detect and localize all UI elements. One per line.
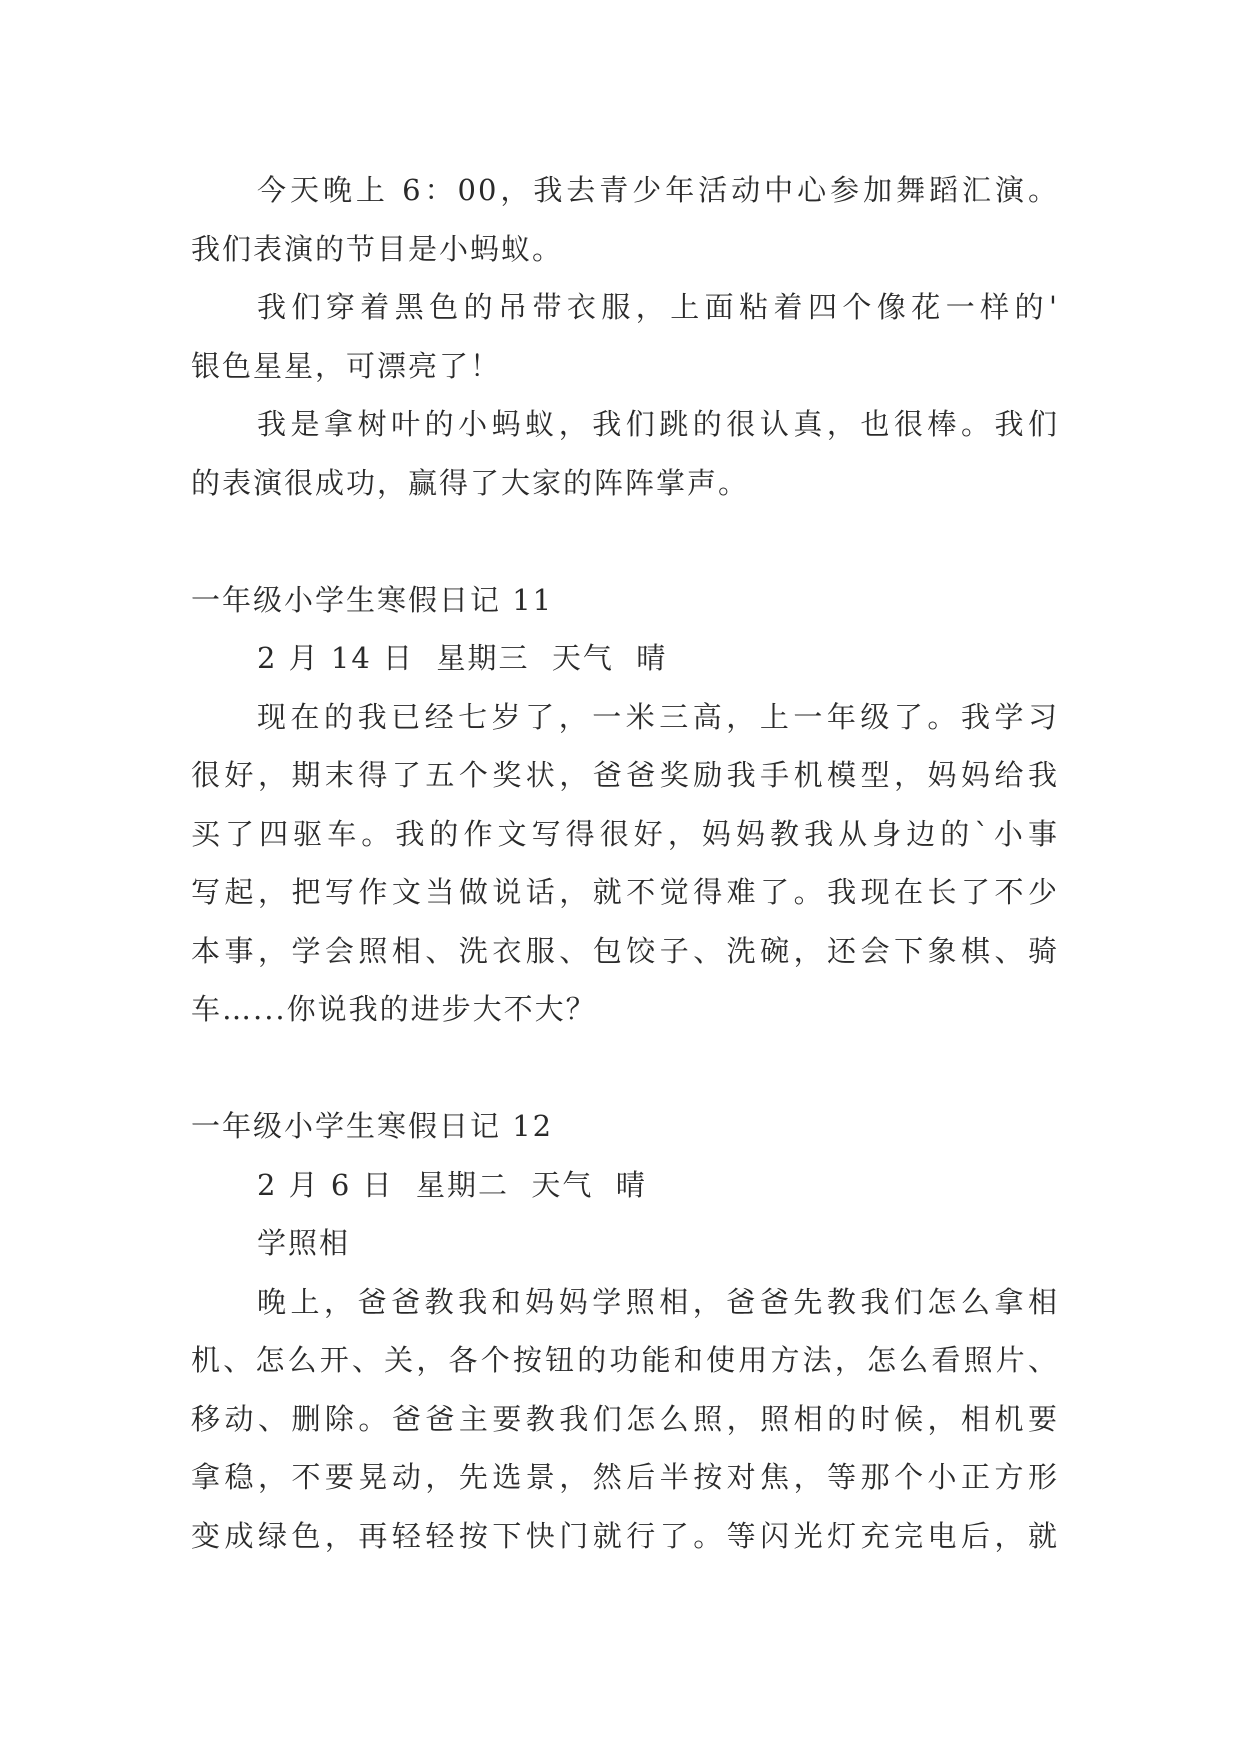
text-line: 我是拿树叶的小蚂蚁，我们跳的很认真，也很棒。我们 bbox=[257, 407, 1059, 441]
paragraph bbox=[191, 395, 1059, 512]
text-line: 机、怎么开、关，各个按钮的功能和使用方法，怎么看照片、 bbox=[191, 1343, 1059, 1377]
paragraph bbox=[191, 1273, 1059, 1566]
diary-entry bbox=[191, 1097, 1059, 1565]
text-line: 本事，学会照相、洗衣服、包饺子、洗碗，还会下象棋、骑 bbox=[191, 933, 1059, 968]
text-line: 买了四驱车。我的作文写得很好，妈妈教我从身边的`小事 bbox=[191, 816, 1059, 851]
blank-line bbox=[191, 512, 1059, 571]
diary-title: 学照相 bbox=[257, 1226, 351, 1260]
paragraph bbox=[191, 161, 1059, 278]
text-line: 拿稳，不要晃动，先选景，然后半按对焦，等那个小正方形 bbox=[191, 1460, 1059, 1494]
text-line: 的表演很成功，赢得了大家的阵阵掌声。 bbox=[191, 465, 750, 500]
text-line: 写起，把写作文当做说话，就不觉得难了。我现在长了不少 bbox=[191, 875, 1059, 909]
section-heading: 一年级小学生寒假日记 11 bbox=[191, 582, 554, 617]
text-line: 很好，期末得了五个奖状，爸爸奖励我手机模型，妈妈给我 bbox=[191, 758, 1059, 792]
blank-line bbox=[191, 1039, 1059, 1098]
text-line: 晚上，爸爸教我和妈妈学照相，爸爸先教我们怎么拿相 bbox=[257, 1284, 1059, 1319]
text-line: 我们穿着黑色的吊带衣服，上面粘着四个像花一样的' bbox=[257, 290, 1059, 324]
document-page bbox=[191, 161, 1059, 1565]
diary-date: 2 月 14 日 星期三 天气 晴 bbox=[257, 641, 668, 675]
text-line: 今天晚上 6：00，我去青少年活动中心参加舞蹈汇演。 bbox=[257, 173, 1059, 207]
previous-entry-continuation bbox=[191, 161, 1059, 512]
text-line: 现在的我已经七岁了，一米三高，上一年级了。我学习 bbox=[257, 699, 1059, 734]
text-line: 车…...你说我的进步大不大？ bbox=[191, 992, 597, 1026]
text-line: 变成绿色，再轻轻按下快门就行了。等闪光灯充完电后，就 bbox=[191, 1518, 1059, 1553]
diary-date: 2 月 6 日 星期二 天气 晴 bbox=[257, 1167, 647, 1202]
text-line: 我们表演的节目是小蚂蚁。 bbox=[191, 231, 564, 266]
diary-entry bbox=[191, 571, 1059, 1039]
paragraph bbox=[191, 688, 1059, 1039]
text-line: 银色星星，可漂亮了！ bbox=[191, 348, 502, 383]
paragraph bbox=[191, 278, 1059, 395]
text-line: 移动、删除。爸爸主要教我们怎么照，照相的时候，相机要 bbox=[191, 1401, 1059, 1436]
section-heading: 一年级小学生寒假日记 12 bbox=[191, 1109, 554, 1143]
